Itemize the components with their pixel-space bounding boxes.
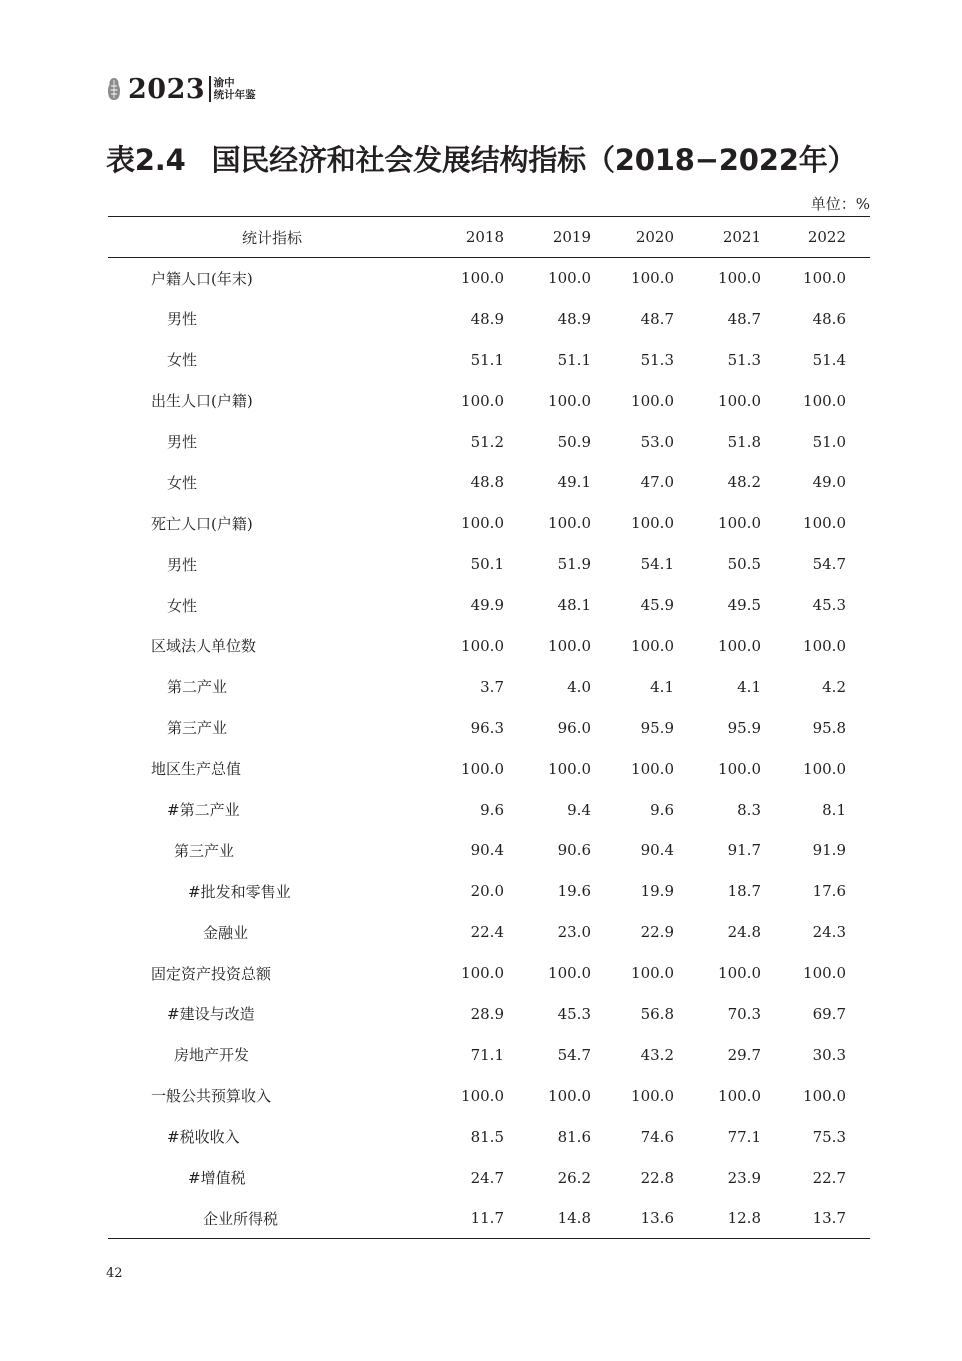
row-label: 第三产业 (174, 841, 235, 860)
value-cell: 51.3 (640, 350, 674, 369)
value-cell: 50.9 (557, 432, 591, 451)
column-header-year: 2019 (528, 217, 615, 258)
value-cell: 100.0 (718, 391, 761, 410)
value-cell: 100.0 (461, 759, 504, 778)
row-label: 女性 (167, 473, 198, 492)
value-cell: 48.9 (557, 309, 591, 328)
table-row (108, 1075, 870, 1116)
value-cell: 45.3 (557, 1004, 591, 1023)
value-cell: 4.2 (822, 677, 846, 696)
value-cell: 100.0 (548, 269, 591, 288)
row-label: 女性 (167, 351, 198, 370)
value-cell: 4.0 (567, 677, 591, 696)
value-cell: 100.0 (718, 1086, 761, 1105)
value-cell: 100.0 (548, 636, 591, 655)
table-row (108, 626, 870, 667)
value-cell: 100.0 (548, 514, 591, 533)
table-row (108, 666, 870, 707)
value-cell: 47.0 (640, 473, 674, 492)
row-label: 户籍人口(年末) (151, 269, 253, 288)
value-cell: 9.4 (567, 800, 591, 819)
value-cell: 100.0 (718, 514, 761, 533)
value-cell: 100.0 (461, 964, 504, 983)
value-cell: 100.0 (631, 514, 674, 533)
table-row (108, 748, 870, 789)
value-cell: 100.0 (803, 636, 846, 655)
row-label: 地区生产总值 (151, 760, 242, 779)
value-cell: 8.3 (737, 800, 761, 819)
value-cell: 18.7 (727, 882, 761, 901)
value-cell: 75.3 (812, 1127, 846, 1146)
value-cell: 17.6 (812, 882, 846, 901)
row-label: #增值税 (188, 1169, 246, 1188)
value-cell: 45.3 (812, 596, 846, 615)
value-cell: 96.3 (470, 718, 504, 737)
value-cell: 100.0 (803, 391, 846, 410)
value-cell: 13.7 (785, 1198, 870, 1239)
value-cell: 81.5 (470, 1127, 504, 1146)
value-cell: 12.8 (698, 1198, 785, 1239)
value-cell: 49.5 (727, 596, 761, 615)
value-cell: 100.0 (718, 636, 761, 655)
table-row (108, 707, 870, 748)
value-cell: 54.7 (812, 555, 846, 574)
value-cell: 24.8 (727, 923, 761, 942)
value-cell: 49.1 (557, 473, 591, 492)
value-cell: 100.0 (631, 964, 674, 983)
table-title (106, 138, 856, 182)
value-cell: 91.7 (727, 841, 761, 860)
value-cell: 51.9 (557, 555, 591, 574)
value-cell: 22.4 (470, 923, 504, 942)
value-cell: 81.6 (557, 1127, 591, 1146)
value-cell: 50.5 (727, 555, 761, 574)
table-row (108, 953, 870, 994)
value-cell: 53.0 (640, 432, 674, 451)
value-cell: 100.0 (631, 391, 674, 410)
value-cell: 96.0 (557, 718, 591, 737)
value-cell: 100.0 (631, 1086, 674, 1105)
unit-label: 单位：% (810, 195, 870, 213)
value-cell: 45.9 (640, 596, 674, 615)
value-cell: 100.0 (461, 269, 504, 288)
table-row (108, 912, 870, 953)
value-cell: 51.3 (727, 350, 761, 369)
value-cell: 100.0 (548, 759, 591, 778)
value-cell: 19.6 (557, 882, 591, 901)
value-cell: 22.8 (640, 1168, 674, 1187)
value-cell: 100.0 (548, 1086, 591, 1105)
table-row (108, 421, 870, 462)
value-cell: 100.0 (718, 759, 761, 778)
table-row (108, 1034, 870, 1075)
value-cell: 69.7 (812, 1004, 846, 1023)
value-cell: 49.0 (812, 473, 846, 492)
value-cell: 14.8 (528, 1198, 615, 1239)
table-number: 表2.4 (106, 143, 186, 177)
value-cell: 48.9 (470, 309, 504, 328)
value-cell: 50.1 (470, 555, 504, 574)
value-cell: 100.0 (631, 636, 674, 655)
table-row (108, 1157, 870, 1198)
value-cell: 48.8 (470, 473, 504, 492)
row-label: 固定资产投资总额 (151, 964, 272, 983)
value-cell: 90.6 (557, 841, 591, 860)
table-row (108, 1198, 870, 1239)
row-label: 第二产业 (167, 678, 228, 697)
table-row (108, 585, 870, 626)
value-cell: 74.6 (640, 1127, 674, 1146)
table-row (108, 380, 870, 421)
row-label: 出生人口(户籍) (151, 392, 253, 411)
value-cell: 100.0 (718, 269, 761, 288)
value-cell: 51.1 (470, 350, 504, 369)
header-divider (209, 76, 211, 102)
value-cell: 95.9 (640, 718, 674, 737)
value-cell: 100.0 (548, 964, 591, 983)
value-cell: 100.0 (631, 269, 674, 288)
table-row (108, 462, 870, 503)
value-cell: 23.0 (557, 923, 591, 942)
value-cell: 23.9 (727, 1168, 761, 1187)
value-cell: 9.6 (650, 800, 674, 819)
book-header (106, 72, 256, 106)
row-label: #批发和零售业 (188, 882, 291, 901)
value-cell: 48.1 (557, 596, 591, 615)
row-label: 一般公共预算收入 (151, 1087, 272, 1106)
value-cell: 100.0 (803, 269, 846, 288)
value-cell: 51.4 (812, 350, 846, 369)
yearbook-name-line2: 统计年鉴 (213, 89, 256, 101)
value-cell: 51.1 (557, 350, 591, 369)
value-cell: 54.7 (557, 1045, 591, 1064)
value-cell: 49.9 (470, 596, 504, 615)
value-cell: 48.6 (812, 309, 846, 328)
value-cell: 100.0 (461, 514, 504, 533)
row-label: 男性 (167, 433, 198, 451)
value-cell: 100.0 (461, 391, 504, 410)
value-cell: 100.0 (631, 759, 674, 778)
value-cell: 56.8 (640, 1004, 674, 1023)
value-cell: 100.0 (461, 1086, 504, 1105)
page-number: 42 (106, 1266, 123, 1281)
table-header-row (108, 217, 870, 258)
value-cell: 22.7 (812, 1168, 846, 1187)
table-body (108, 258, 870, 1239)
value-cell: 54.1 (640, 555, 674, 574)
table-row (108, 1116, 870, 1157)
value-cell: 100.0 (461, 636, 504, 655)
row-label: 区域法人单位数 (151, 637, 257, 656)
value-cell: 30.3 (812, 1045, 846, 1064)
column-header-indicator: 统计指标 (108, 217, 432, 258)
value-cell: 48.2 (727, 473, 761, 492)
value-cell: 11.7 (432, 1198, 528, 1239)
table-row (108, 503, 870, 544)
value-cell: 95.9 (727, 718, 761, 737)
value-cell: 51.2 (470, 432, 504, 451)
row-label: 房地产开发 (174, 1046, 250, 1065)
row-label: 死亡人口(户籍) (151, 514, 253, 533)
value-cell: 100.0 (718, 964, 761, 983)
row-label: 企业所得税 (108, 1198, 432, 1239)
column-header-year: 2021 (698, 217, 785, 258)
row-label: #建设与改造 (167, 1005, 255, 1024)
statistics-table (108, 216, 870, 1239)
value-cell: 91.9 (812, 841, 846, 860)
value-cell: 48.7 (727, 309, 761, 328)
column-header-year: 2020 (615, 217, 698, 258)
value-cell: 24.3 (812, 923, 846, 942)
value-cell: 48.7 (640, 309, 674, 328)
value-cell: 71.1 (470, 1045, 504, 1064)
value-cell: 22.9 (640, 923, 674, 942)
table-row (108, 994, 870, 1035)
table-row (108, 544, 870, 585)
table-row (108, 871, 870, 912)
value-cell: 100.0 (803, 514, 846, 533)
value-cell: 4.1 (650, 677, 674, 696)
value-cell: 26.2 (557, 1168, 591, 1187)
row-label: #税收收入 (167, 1128, 240, 1147)
value-cell: 3.7 (480, 677, 504, 696)
landmark-logo-icon (106, 77, 122, 101)
yearbook-name-line1: 渝中 (213, 76, 235, 89)
value-cell: 13.6 (615, 1198, 698, 1239)
row-label: 男性 (167, 555, 198, 574)
row-label: 第三产业 (167, 719, 228, 738)
column-header-year: 2022 (785, 217, 870, 258)
table-row (108, 830, 870, 871)
row-label: 金融业 (203, 923, 249, 942)
value-cell: 77.1 (727, 1127, 761, 1146)
table-row (108, 789, 870, 830)
value-cell: 100.0 (803, 964, 846, 983)
row-label: 男性 (167, 310, 198, 329)
value-cell: 51.8 (727, 432, 761, 451)
value-cell: 51.0 (812, 432, 846, 451)
value-cell: 24.7 (470, 1168, 504, 1187)
table-title-text: 国民经济和社会发展结构指标（2018−2022年） (211, 143, 857, 177)
table-row (108, 339, 870, 380)
value-cell: 70.3 (727, 1004, 761, 1023)
value-cell: 9.6 (480, 800, 504, 819)
value-cell: 8.1 (822, 800, 846, 819)
yearbook-year: 2023 (128, 73, 206, 105)
value-cell: 20.0 (470, 882, 504, 901)
table-row (108, 258, 870, 299)
value-cell: 43.2 (640, 1045, 674, 1064)
column-header-year: 2018 (432, 217, 528, 258)
value-cell: 29.7 (727, 1045, 761, 1064)
row-label: 女性 (167, 596, 198, 615)
value-cell: 100.0 (803, 759, 846, 778)
value-cell: 90.4 (640, 841, 674, 860)
value-cell: 4.1 (737, 677, 761, 696)
value-cell: 90.4 (470, 841, 504, 860)
value-cell: 19.9 (640, 882, 674, 901)
value-cell: 28.9 (470, 1004, 504, 1023)
value-cell: 95.8 (812, 718, 846, 737)
value-cell: 100.0 (548, 391, 591, 410)
row-label: #第二产业 (167, 801, 240, 820)
value-cell: 100.0 (803, 1086, 846, 1105)
table-row (108, 298, 870, 339)
yearbook-name (214, 77, 256, 102)
